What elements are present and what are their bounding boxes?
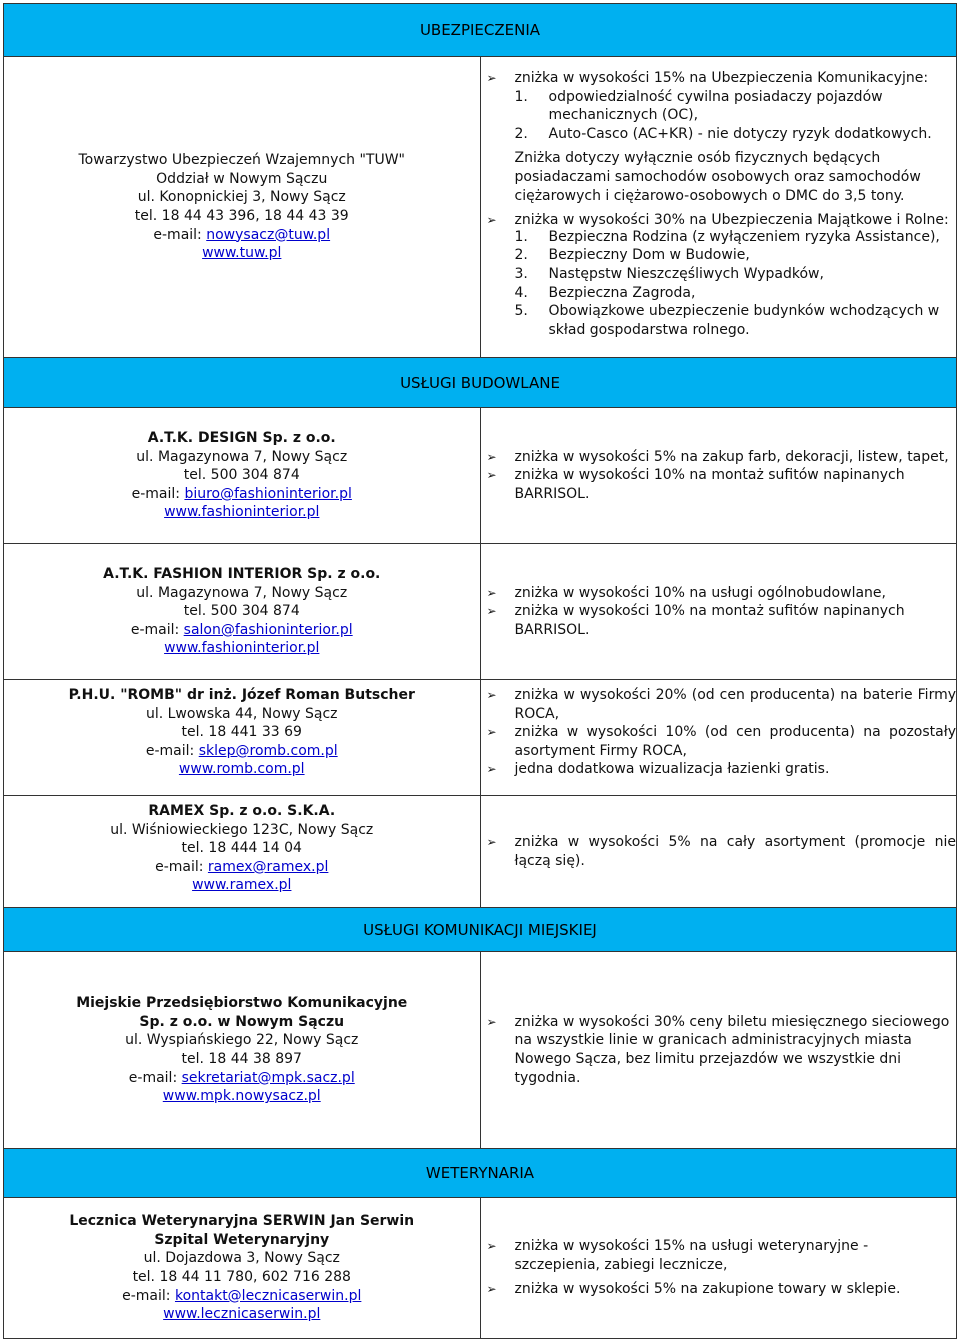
provider-address: ul. Wyspiańskiego 22, Nowy Sącz — [125, 1032, 359, 1049]
email-link[interactable]: sklep@romb.com.pl — [198, 742, 338, 759]
email-label: e-mail: — [128, 1069, 178, 1086]
construction-offers-1 — [480, 408, 957, 544]
provider-address: ul. Konopnickiej 3, Nowy Sącz — [137, 189, 346, 206]
arrow-bullet-icon: ➢ — [486, 468, 497, 483]
email-label: e-mail: — [145, 742, 195, 759]
provider-phone: tel. 500 304 874 — [183, 603, 300, 620]
list-item: 5. Obowiązkowe ubezpieczenie budynków wchodzących w skład gospodarstwa rolnego. — [514, 303, 940, 338]
provider-ramex — [4, 796, 481, 908]
provider-name: Lecznica Weterynaryjna SERWIN Jan Serwin — [69, 1213, 415, 1230]
arrow-bullet-icon: ➢ — [486, 688, 497, 702]
provider-serwin — [4, 1198, 481, 1339]
provider-name: Miejskie Przedsiębiorstwo Komunikacyjne — [76, 995, 408, 1012]
website-link[interactable]: www.tuw.pl — [202, 245, 282, 262]
arrow-bullet-icon: ➢ — [486, 1282, 497, 1297]
email-label: e-mail: — [131, 485, 180, 502]
email-link[interactable]: salon@fashioninterior.pl — [183, 621, 353, 638]
provider-phone: tel. 18 44 43 396, 18 44 43 39 — [134, 208, 349, 224]
arrow-bullet-icon: ➢ — [486, 834, 497, 849]
section-title: USŁUGI BUDOWLANE — [400, 373, 560, 392]
section-header-transport — [4, 908, 957, 952]
website-link[interactable]: www.romb.com.pl — [178, 761, 305, 778]
section-title: UBEZPIECZENIA — [419, 21, 541, 39]
provider-atk-design — [4, 408, 481, 544]
provider-name: P.H.U. "ROMB" dr inż. Józef Roman Butscher — [68, 687, 415, 703]
provider-mpk — [4, 952, 481, 1149]
list-item: 4. Bezpieczna Zagroda, — [514, 284, 696, 301]
offer-item: ➢ zniżka w wysokości 20% (od cen producenta) na baterie Firmy ROCA, — [486, 687, 956, 722]
provider-name-line2: Sp. z o.o. w Nowym Sączu — [139, 1013, 345, 1030]
provider-name: Towarzystwo Ubezpieczeń Wzajemnych "TUW" — [78, 152, 405, 169]
provider-name-line2: Szpital Weterynaryjny — [154, 1231, 330, 1248]
transport-offers — [480, 952, 957, 1149]
provider-name: A.T.K. DESIGN Sp. z o.o. — [147, 430, 336, 447]
arrow-bullet-icon: ➢ — [486, 213, 497, 228]
offer-item: ➢ zniżka w wysokości 15% na Ubezpieczenia Komunikacyjne: — [486, 70, 929, 86]
vet-offers — [480, 1198, 957, 1339]
benefits-table — [3, 3, 957, 1339]
construction-offers-2 — [480, 544, 957, 680]
email-label: e-mail: — [122, 1287, 171, 1304]
website-link[interactable]: www.ramex.pl — [192, 877, 292, 894]
offer-item: ➢ zniżka w wysokości 10% na usługi ogólnobudowlane, — [486, 584, 886, 601]
provider-name: A.T.K. FASHION INTERIOR Sp. z o.o. — [103, 566, 381, 583]
email-link[interactable]: sekretariat@mpk.sacz.pl — [181, 1069, 355, 1086]
provider-branch: Oddział w Nowym Sączu — [156, 170, 328, 187]
website-link[interactable]: www.fashioninterior.pl — [164, 640, 320, 657]
offer-item: ➢ zniżka w wysokości 15% na usługi weterynaryjne - szczepienia, zabiegi lecznicze, — [486, 1238, 869, 1273]
construction-offers-4 — [480, 796, 957, 908]
provider-phone: tel. 18 441 33 69 — [181, 724, 302, 741]
provider-address: ul. Lwowska 44, Nowy Sącz — [145, 705, 338, 722]
document-page — [3, 3, 957, 1339]
offer-item: ➢ jedna dodatkowa wizualizacja łazienki gratis. — [486, 761, 830, 778]
offer-note: Zniżka dotyczy wyłącznie osób fizycznych będących posiadaczami samochodów osobowych oraz samochodów ciężarowych i ciężarowo-osobowych o DMC do 3,5 tony. — [514, 150, 921, 204]
arrow-bullet-icon: ➢ — [486, 1014, 497, 1029]
website-link[interactable]: www.mpk.nowysacz.pl — [162, 1088, 321, 1105]
email-label: e-mail: — [130, 621, 180, 638]
email-link[interactable]: kontakt@lecznicaserwin.pl — [174, 1287, 362, 1304]
arrow-bullet-icon: ➢ — [486, 585, 497, 600]
list-item: 1. odpowiedzialność cywilna posiadaczy pojazdów mechanicznych (OC), — [514, 88, 883, 124]
provider-phone: tel. 18 44 38 897 — [181, 1051, 302, 1067]
offer-item: ➢ zniżka w wysokości 10% (od cen producenta) na pozostały asortyment Firmy ROCA, — [486, 724, 956, 759]
offer-item: ➢ zniżka w wysokości 5% na cały asortyment (promocje nie łączą się). — [486, 833, 956, 869]
construction-offers-3 — [480, 680, 957, 796]
provider-address: ul. Magazynowa 7, Nowy Sącz — [136, 584, 348, 601]
offer-item: ➢ zniżka w wysokości 5% na zakup farb, dekoracji, listew, tapet, — [486, 448, 949, 465]
email-link[interactable]: ramex@ramex.pl — [207, 858, 329, 875]
arrow-bullet-icon: ➢ — [486, 71, 497, 85]
arrow-bullet-icon: ➢ — [486, 604, 497, 619]
offer-item: ➢ zniżka w wysokości 30% ceny biletu miesięcznego sieciowego na wszystkie linie w granicach administracyjnych miasta Nowego Sącza, bez limitu przejazdów we wszystkie dni tygodnia. — [486, 1013, 950, 1086]
arrow-bullet-icon: ➢ — [486, 725, 497, 740]
offer-item: ➢ zniżka w wysokości 5% na zakupione towary w sklepie. — [486, 1281, 901, 1298]
offer-item: ➢ zniżka w wysokości 10% na montaż sufitów napinanych BARRISOL. — [486, 467, 905, 502]
list-item: 2. Auto-Casco (AC+KR) - nie dotyczy ryzyk dodatkowych. — [514, 125, 932, 142]
section-header-vet — [4, 1149, 957, 1198]
provider-address: ul. Dojazdowa 3, Nowy Sącz — [143, 1250, 340, 1267]
provider-phone: tel. 18 444 14 04 — [181, 840, 302, 857]
provider-atk-fashion — [4, 544, 481, 680]
arrow-bullet-icon: ➢ — [486, 762, 497, 777]
offer-item: ➢ zniżka w wysokości 10% na montaż sufitów napinanych BARRISOL. — [486, 603, 905, 638]
arrow-bullet-icon: ➢ — [486, 449, 497, 464]
provider-tuw — [4, 57, 481, 358]
list-item: 1. Bezpieczna Rodzina (z wyłączeniem ryzyka Assistance), — [514, 228, 940, 245]
provider-romb — [4, 680, 481, 796]
section-title: WETERYNARIA — [425, 1164, 535, 1182]
section-title: USŁUGI KOMUNIKACJI MIEJSKIEJ — [363, 920, 597, 939]
provider-address: ul. Magazynowa 7, Nowy Sącz — [136, 448, 348, 465]
email-link[interactable]: biuro@fashioninterior.pl — [184, 485, 352, 502]
email-label: e-mail: — [153, 226, 202, 243]
section-header-insurance — [4, 4, 957, 57]
insurance-offers — [480, 57, 957, 358]
email-link[interactable]: nowysacz@tuw.pl — [206, 226, 331, 243]
email-label: e-mail: — [155, 858, 204, 875]
provider-phone: tel. 500 304 874 — [183, 467, 300, 484]
provider-address: ul. Wiśniowieckiego 123C, Nowy Sącz — [110, 821, 374, 838]
list-item: 3. Następstw Nieszczęśliwych Wypadków, — [514, 265, 824, 282]
arrow-bullet-icon: ➢ — [486, 1239, 497, 1254]
website-link[interactable]: www.lecznicaserwin.pl — [163, 1306, 321, 1323]
website-link[interactable]: www.fashioninterior.pl — [164, 504, 320, 521]
provider-phone: tel. 18 44 11 780, 602 716 288 — [132, 1269, 351, 1285]
list-item: 2. Bezpieczny Dom w Budowie, — [514, 247, 750, 264]
section-header-construction — [4, 358, 957, 408]
offer-item: ➢ zniżka w wysokości 30% na Ubezpieczenia Majątkowe i Rolne: — [486, 212, 949, 229]
provider-name: RAMEX Sp. z o.o. S.K.A. — [148, 803, 336, 819]
